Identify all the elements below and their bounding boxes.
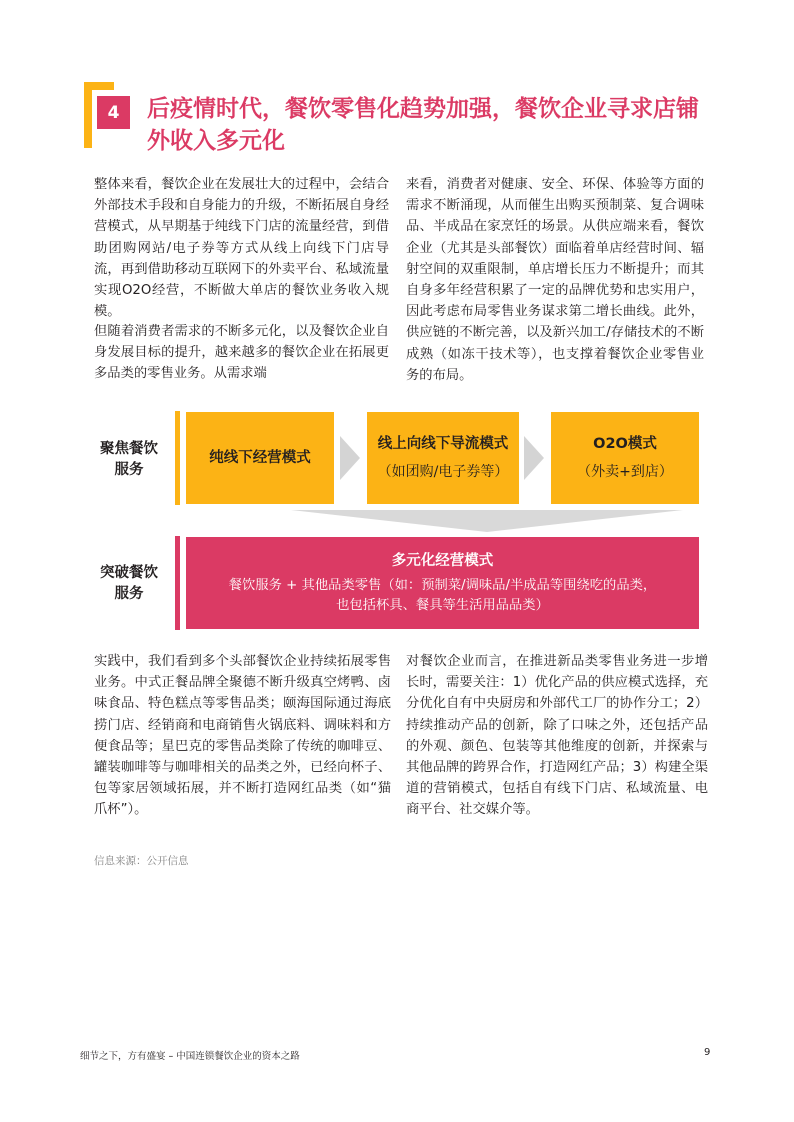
stage-o2o-model (551, 412, 699, 504)
label-break-line2: 服务 (114, 586, 144, 602)
stage-online-title: 线上向线下导流模式 (377, 436, 509, 452)
label-break-line1: 突破餐饮 (100, 565, 158, 581)
page-number: 9 (704, 1047, 711, 1058)
paragraph-supply: 来看，消费者对健康、安全、环保、体验等方面的需求不断涌现，从而催生出购买预制菜、复合调味品、半成品在家烹饪的场景。从供应端来看，餐饮企业（尤其是头部餐饮）面临着单店经营时间、辐射空间的双重限制，单店增长压力不断提升；而其自身多年经营积累了一定的品牌优势和忠实用户，因此考虑布局零售业务谋求第二增长曲线。此外，供应链的不断完善，以及新兴加工/存储技术的不断成熟（如冻干技术等），也支撑着餐饮企业零售业务的布局。 (406, 177, 704, 383)
yellow-divider-bar (175, 411, 180, 505)
footer-title: 细节之下，方有盛宴 – 中国连锁餐饮企业的资本之路 (80, 1051, 300, 1062)
section-title: 后疫情时代，餐饮零售化趋势加强，餐饮企业寻求店铺外收入多元化 (147, 96, 699, 154)
source-note: 信息来源：公开信息 (94, 855, 189, 867)
diversified-model-title: 多元化经营模式 (391, 553, 494, 569)
paragraph-practice: 实践中，我们看到多个头部餐饮企业持续拓展零售业务。中式正餐品牌全聚德不断升级真空烤鸭、卤味食品、特色糕点等零售品类；颐海国际通过海底捞门店、经销商和电商销售火锅底料、调味料和方便食品等；星巴克的零售品类除了传统的咖啡豆、罐装咖啡等与咖啡相关的品类之外，已经向杯子、包等家居领域拓展，并不断打造网红品类（如“猫爪杯”）。 (94, 654, 391, 818)
chevron-right-icon (524, 436, 544, 480)
diversified-model-line1: 餐饮服务 + 其他品类零售（如：预制菜/调味品/半成品等围绕吃的品类， (228, 578, 657, 593)
diversified-model-line2: 也包括杯具、餐具等生活用品品类） (336, 598, 549, 613)
pink-divider-bar (175, 536, 180, 630)
paragraph-overview: 整体来看，餐饮企业在发展壮大的过程中，会结合外部技术手段和自身能力的升级，不断拓展自身经营模式，从早期基于纯线下门店的流量经营，到借助团购网站/电子券等方式从线上向线下门店导流，再到借助移动互联网下的外卖平台、私域流量实现O2O经营，不断做大单店的餐饮业务收入规模。 (94, 177, 389, 320)
diversified-model-box (186, 537, 699, 629)
stage-o2o-subtitle: （外卖+到店） (577, 464, 673, 480)
label-focus-line2: 服务 (114, 462, 144, 478)
stage-online-subtitle: （如团购/电子券等） (377, 464, 509, 480)
stage-offline-title: 纯线下经营模式 (209, 450, 311, 466)
paragraph-recommendations: 对餐饮企业而言，在推进新品类零售业务进一步增长时，需要关注：1）优化产品的供应模式选择，充分优化自有中央厨房和外部代工厂的协作分工；2）持续推动产品的创新，除了口味之外，还包括产品的外观、颜色、包装等其他维度的创新，并探索与其他品牌的跨界合作，打造网红产品；3）构建全渠道的营销模式，包括自有线下门店、私域流量、电商平台、社交媒介等。 (406, 654, 708, 818)
section-number-badge: 4 (97, 96, 130, 129)
stage-online-to-offline-model (367, 412, 519, 504)
label-break-catering (93, 563, 165, 605)
paragraph-demand: 但随着消费者需求的不断多元化，以及餐饮企业自身发展目标的提升，越来越多的餐饮企业在拓展更多品类的零售业务。从需求端 (94, 324, 389, 382)
chevron-right-icon (340, 436, 360, 480)
stage-offline-model (186, 412, 334, 504)
label-focus-line1: 聚焦餐饮 (100, 441, 158, 457)
down-arrow-icon (291, 510, 683, 532)
label-focus-catering (93, 439, 165, 481)
stage-o2o-title: O2O模式 (593, 436, 657, 452)
